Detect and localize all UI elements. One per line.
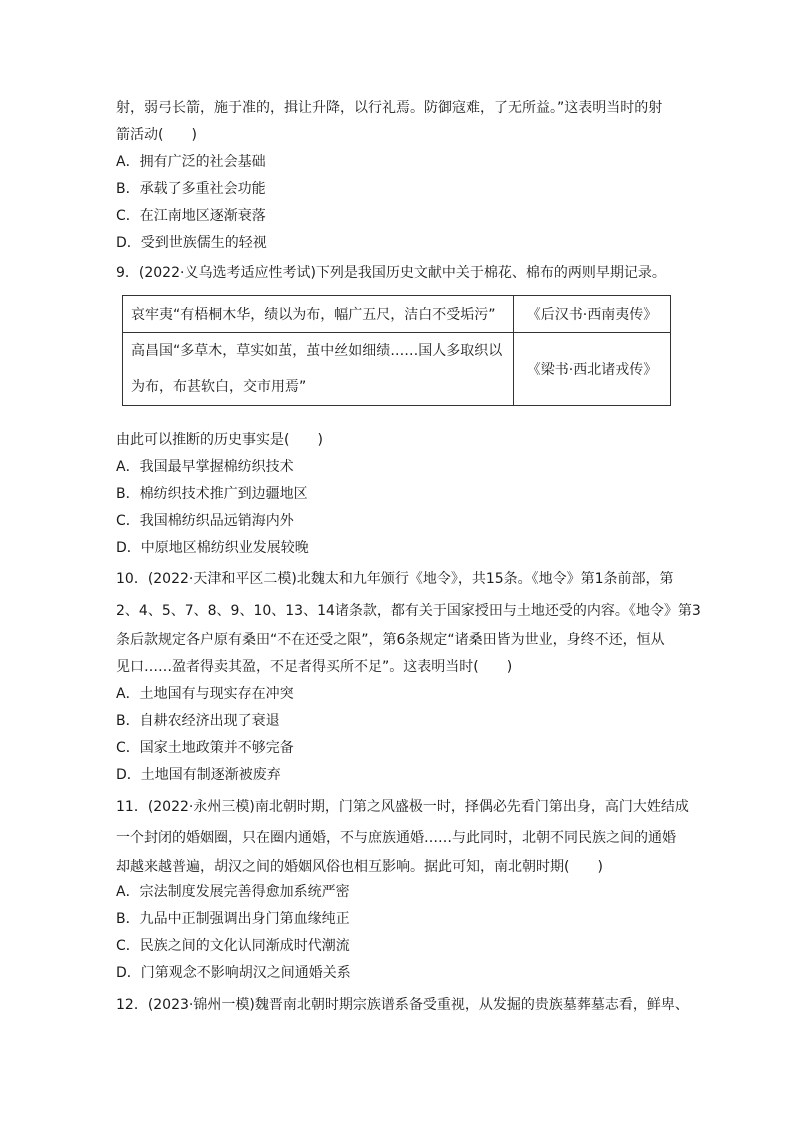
table-cell-source: 《梁书·西北诸戎传》 <box>514 333 671 406</box>
q10-option-a: A．土地国有与现实存在冲突 <box>116 686 294 702</box>
q8-option-d: D．受到世族儒生的轻视 <box>116 235 267 251</box>
q8-option-b: B．承载了多重社会功能 <box>116 181 266 197</box>
q11-option-c: C．民族之间的文化认同渐成时代潮流 <box>116 938 350 954</box>
table-row <box>123 333 671 406</box>
q8-option-c: C．在江南地区逐渐衰落 <box>116 208 266 224</box>
q9-option-c: C．我国棉纺织品远销海内外 <box>116 513 294 529</box>
q10-stem-line3: 条后款规定各户原有桑田“不在还受之限”，第6条规定“诸桑田皆为世业，身终不还，恒从 <box>116 632 665 648</box>
q11-option-a: A．宗法制度发展完善得愈加系统严密 <box>116 884 350 900</box>
q9-question: 由此可以推断的历史事实是( ) <box>116 432 323 448</box>
q11-option-d: D．门第观念不影响胡汉之间通婚关系 <box>116 965 351 981</box>
q9-source-table <box>122 295 671 406</box>
q11-option-b: B．九品中正制强调出身门第血缘纯正 <box>116 911 350 927</box>
q9-option-d: D．中原地区棉纺织业发展较晚 <box>116 540 309 556</box>
q10-option-d: D．土地国有制逐渐被废弃 <box>116 767 281 783</box>
q11-stem-line1: 11．(2022·永州三模)南北朝时期，门第之风盛极一时，择偶必先看门第出身，高门大姓结成 <box>116 799 689 815</box>
table-cell-text <box>123 333 514 406</box>
table-cell-text: 哀牢夷“有梧桐木华，绩以为布，幅广五尺，洁白不受垢污” <box>123 296 514 333</box>
q12-stem-line1: 12．(2023·锦州一模)魏晋南北朝时期宗族谱系备受重视，从发掘的贵族墓葬墓志看，鲜卑、 <box>116 997 689 1013</box>
q9-option-b: B．棉纺织技术推广到边疆地区 <box>116 486 308 502</box>
q10-option-c: C．国家土地政策并不够完备 <box>116 740 294 756</box>
q10-stem-line1: 10．(2022·天津和平区二模)北魏太和九年颁行《地令》，共15条。《地令》第1条前部，第 <box>116 571 674 587</box>
table-cell-text-line1: 高昌国“多草木，草实如茧，茧中丝如细绩……国人多取织以 <box>131 343 503 359</box>
q8-stem-line1: 射，弱弓长箭，施于准的，揖让升降，以行礼焉。防御寇难，了无所益。”这表明当时的射 <box>116 100 663 116</box>
q8-stem-line2: 箭活动( ) <box>116 127 197 143</box>
q9-stem: 9．(2022·义乌选考适应性考试)下列是我国历史文献中关于棉花、棉布的两则早期记录。 <box>116 265 666 281</box>
q10-stem-line2: 2、4、5、7、8、9、10、13、14诸条款，都有关于国家授田与土地还受的内容。《地令》第3 <box>116 603 701 619</box>
q8-option-a: A．拥有广泛的社会基础 <box>116 154 266 170</box>
table-cell-text-line2: 为布，布甚软白，交市用焉” <box>131 379 307 395</box>
q9-option-a: A．我国最早掌握棉纺织技术 <box>116 459 294 475</box>
table-row <box>123 296 671 333</box>
q10-option-b: B．自耕农经济出现了衰退 <box>116 713 280 729</box>
table-cell-source: 《后汉书·西南夷传》 <box>514 296 671 333</box>
q11-stem-line3: 却越来越普遍，胡汉之间的婚姻风俗也相互影响。据此可知，南北朝时期( ) <box>116 859 603 875</box>
q11-stem-line2: 一个封闭的婚姻圈，只在圈内通婚，不与庶族通婚……与此同时，北朝不同民族之间的通婚 <box>116 830 676 846</box>
q10-stem-line4: 见口……盈者得卖其盈，不足者得买所不足”。这表明当时( ) <box>116 659 513 675</box>
